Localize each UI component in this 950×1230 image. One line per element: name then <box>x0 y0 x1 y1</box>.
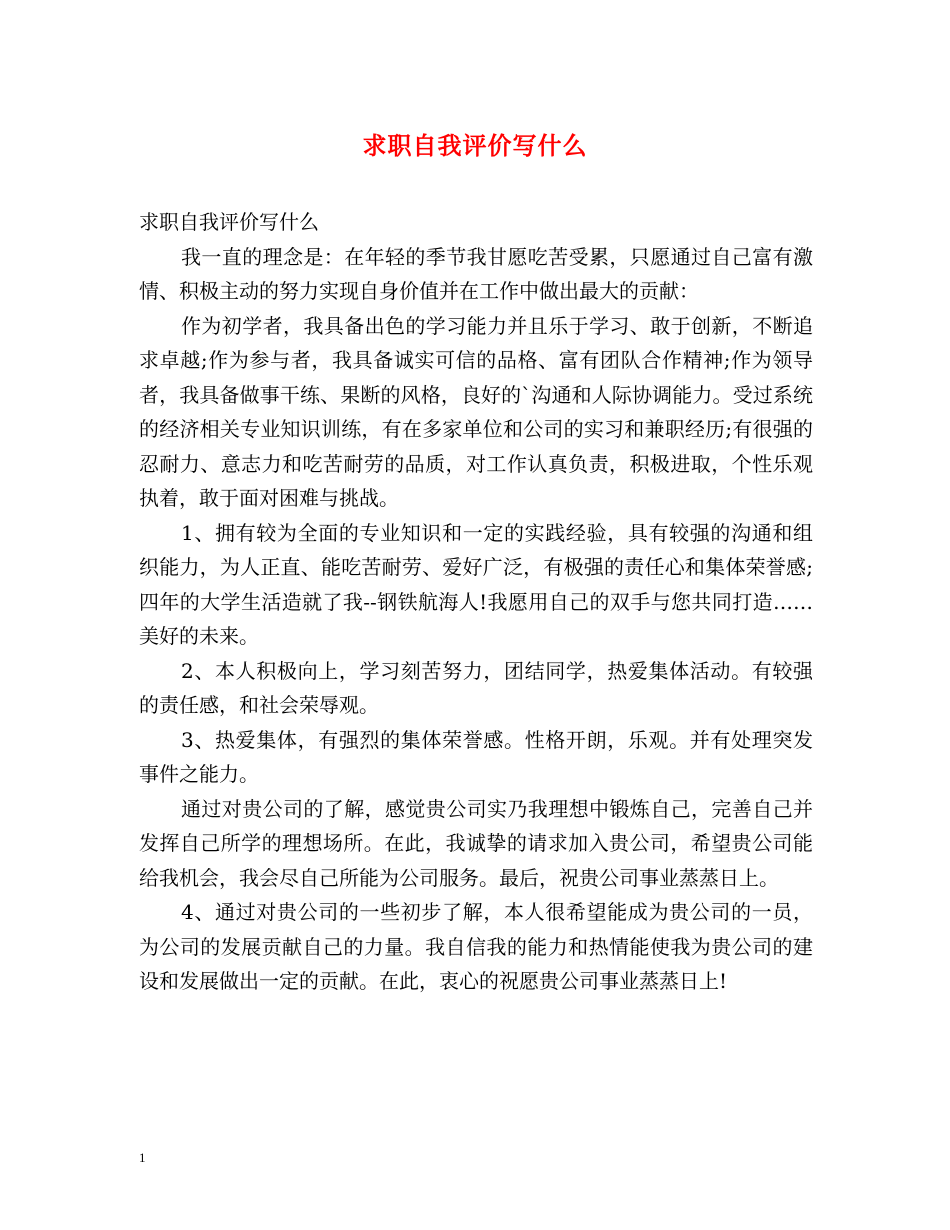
document-body <box>139 205 813 999</box>
subtitle-paragraph: 求职自我评价写什么 <box>139 210 319 234</box>
document-title: 求职自我评价写什么 <box>362 131 588 160</box>
paragraph-roles: 作为初学者，我具备出色的学习能力并且乐于学习、敢于创新，不断追求卓越;作为参与者，我具备诚实可信的品格、富有团队合作精神;作为领导者，我具备做事干练、果断的风格，良好的`沟通和人际协调能力。受过系统的经济相关专业知识训练，有在多家单位和公司的实习和兼职经历;有很强的忍耐力、意志力和吃苦耐劳的品质，对工作认真负责，积极进取，个性乐观执着，敢于面对困难与挑战。 <box>139 313 813 510</box>
paragraph-point-2: 2、本人积极向上，学习刻苦努力，团结同学，热爱集体活动。有较强的责任感，和社会荣辱观。 <box>139 658 813 717</box>
paragraph-philosophy: 我一直的理念是：在年轻的季节我甘愿吃苦受累，只愿通过自己富有激情、积极主动的努力实现自身价值并在工作中做出最大的贡献： <box>139 244 813 303</box>
paragraph-point-1: 1、拥有较为全面的专业知识和一定的实践经验，具有较强的沟通和组织能力，为人正直、能吃苦耐劳、爱好广泛，有极强的责任心和集体荣誉感;四年的大学生活造就了我--钢铁航海人!我愿用自己的双手与您共同打造……美好的未来。 <box>139 520 813 648</box>
paragraph-company: 通过对贵公司的了解，感觉贵公司实乃我理想中锻炼自己，完善自己并发挥自己所学的理想场所。在此，我诚挚的请求加入贵公司，希望贵公司能给我机会，我会尽自己所能为公司服务。最后，祝贵公司事业蒸蒸日上。 <box>139 796 813 890</box>
paragraph-point-3: 3、热爱集体，有强烈的集体荣誉感。性格开朗，乐观。并有处理突发事件之能力。 <box>139 727 813 786</box>
paragraph-point-4: 4、通过对贵公司的一些初步了解，本人很希望能成为贵公司的一员，为公司的发展贡献自己的力量。我自信我的能力和热情能使我为贵公司的建设和发展做出一定的贡献。在此，衷心的祝愿贵公司事业蒸蒸日上! <box>139 900 813 993</box>
page-number: 1 <box>139 1150 146 1165</box>
